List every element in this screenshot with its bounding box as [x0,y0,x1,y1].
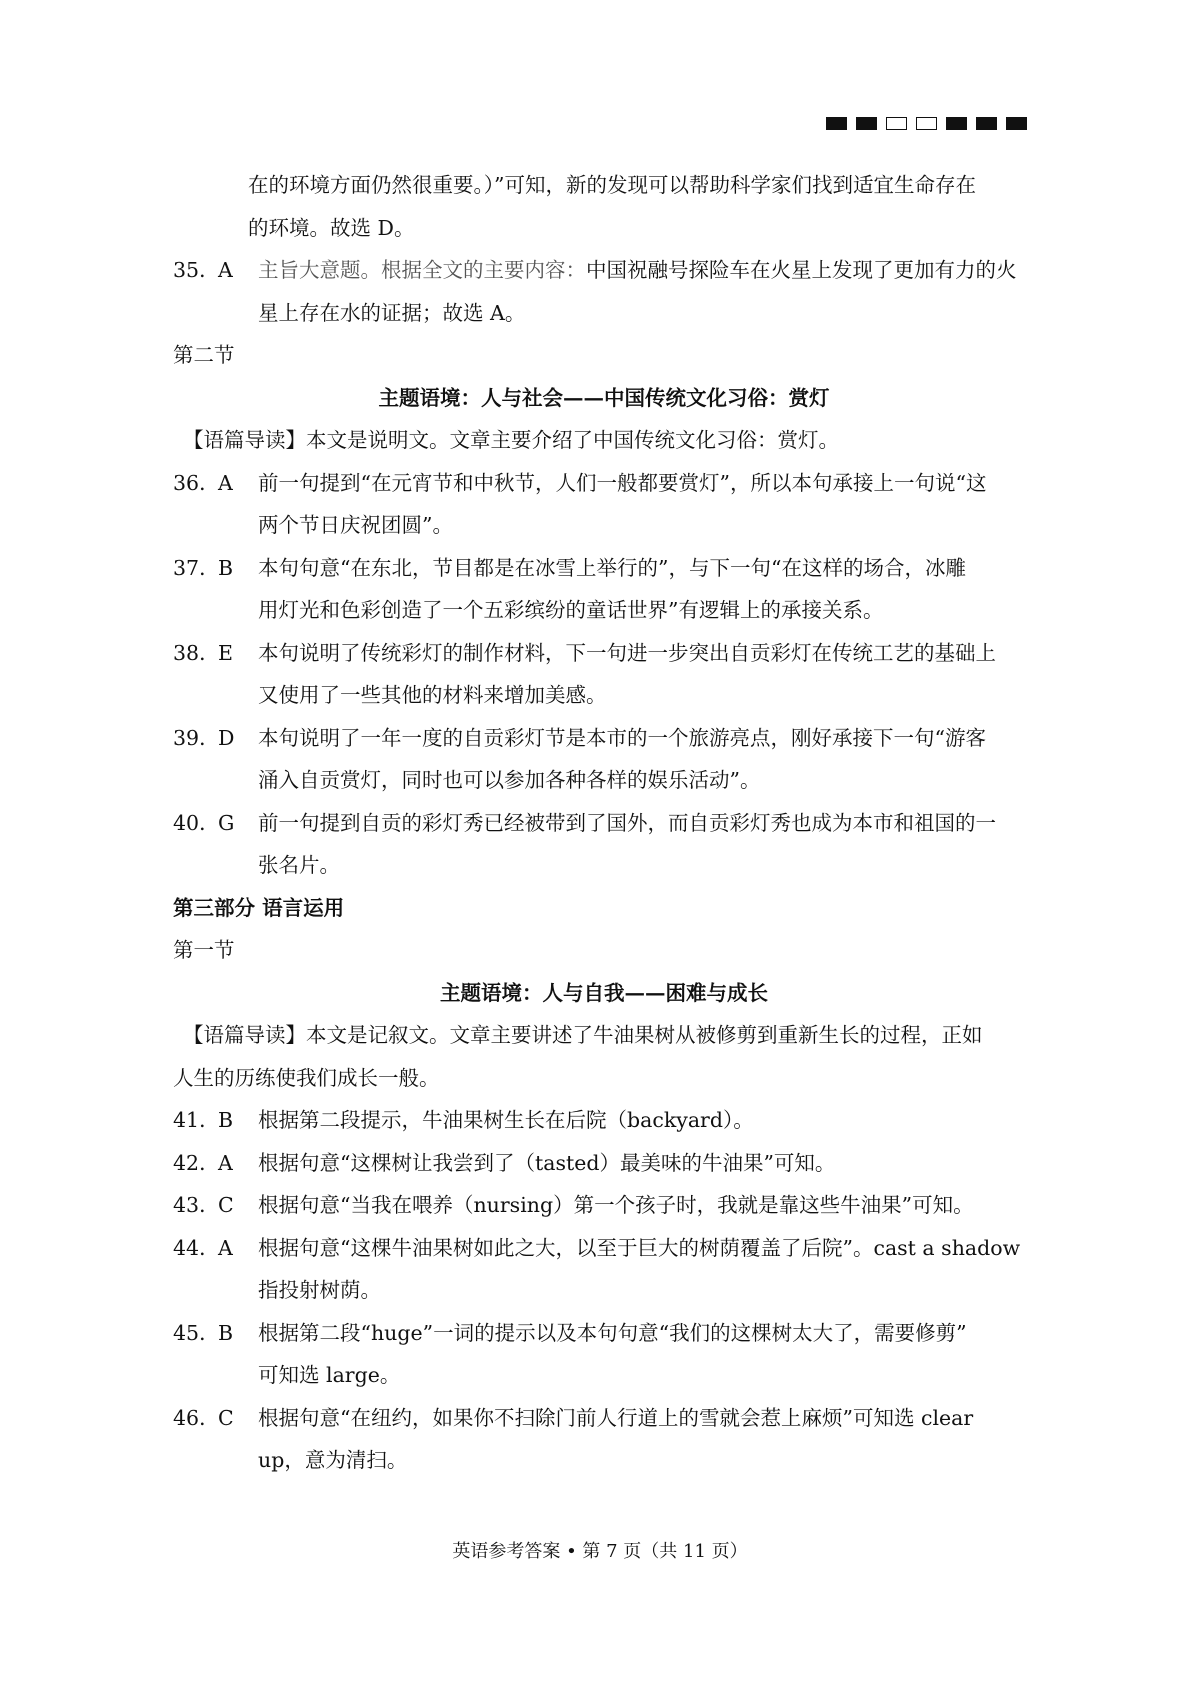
section-heading: 第二节 [173,343,235,367]
passage-guide: 【语篇导读】本文是说明文。文章主要介绍了中国传统文化习俗：赏灯。 [183,428,839,452]
answer-explanation-continued: 涌入自贡赏灯，同时也可以参加各种各样的娱乐活动”。 [258,768,761,792]
header-mark [916,117,937,130]
answer-item [173,1312,1035,1355]
page-footer: 英语参考答案 • 第 7 页（共 11 页） [452,1541,748,1562]
answer-explanation-continued: 又使用了一些其他的材料来增加美感。 [258,683,607,707]
question-number: 38． [173,640,220,665]
header-mark [826,117,847,130]
answer-letter: A [218,258,233,282]
answer-letter: C [218,1405,234,1430]
answer-letter: A [218,1150,233,1175]
answer-letter: E [218,640,233,665]
part-heading: 第三部分 语言运用 [173,895,345,920]
answer-explanation-type: 主旨大意题。根据全文的主要内容： [258,258,586,282]
answer-item [173,1142,1035,1185]
answer-letter: B [218,1320,234,1345]
question-number: 40． [173,810,220,835]
answer-explanation: 本句句意“在东北，节目都是在冰雪上举行的”，与下一句“在这样的场合，冰雕 [258,555,966,580]
answer-item [173,632,1035,675]
header-mark [886,117,907,130]
continued-text: 在的环境方面仍然很重要。）”可知，新的发现可以帮助科学家们找到适宜生命存在 [248,173,976,197]
answer-explanation: 前一句提到“在元宵节和中秋节，人们一般都要赏灯”，所以本句承接上一句说“这 [258,470,987,495]
header-mark [856,117,877,130]
header-marks [826,117,1027,130]
question-number: 35． [173,258,220,282]
answer-content [173,164,1035,1482]
answer-item [173,717,1035,760]
answer-explanation-main: 中国祝融号探险车在火星上发现了更加有力的火 [586,258,1017,282]
answer-item [173,802,1035,845]
answer-explanation-continued: 用灯光和色彩创造了一个五彩缤纷的童话世界”有逻辑上的承接关系。 [258,598,884,622]
answer-item [173,547,1035,590]
answer-explanation [258,249,1035,292]
answer-explanation-continued: 可知选 large。 [258,1363,401,1387]
question-number: 37． [173,555,220,580]
answer-letter: D [218,725,235,750]
answer-explanation: 根据第二段提示，牛油果树生长在后院（backyard）。 [258,1108,754,1132]
answer-letter: B [218,1108,234,1132]
answer-explanation: 本句说明了一年一度的自贡彩灯节是本市的一个旅游亮点，刚好承接下一句“游客 [258,725,986,750]
answer-explanation: 根据句意“这棵树让我尝到了（tasted）最美味的牛油果”可知。 [258,1150,836,1175]
continued-text: 的环境。故选 D。 [248,215,415,240]
answer-item [173,1184,1035,1227]
answer-item [173,462,1035,505]
header-mark [946,117,967,130]
passage-guide-continued: 人生的历练使我们成长一般。 [173,1065,440,1090]
answer-explanation: 本句说明了传统彩灯的制作材料，下一句进一步突出自贡彩灯在传统工艺的基础上 [258,640,996,665]
theme-heading: 主题语境：人与社会——中国传统文化习俗：赏灯 [378,385,830,410]
answer-letter: A [218,1235,233,1260]
question-number: 42． [173,1150,220,1175]
answer-explanation-continued: 张名片。 [258,853,340,877]
question-number: 43． [173,1193,220,1217]
question-number: 44． [173,1235,220,1260]
question-number: 46． [173,1405,220,1430]
answer-explanation: 根据句意“当我在喂养（nursing）第一个孩子时，我就是靠这些牛油果”可知。 [258,1193,974,1217]
answer-explanation: 前一句提到自贡的彩灯秀已经被带到了国外，而自贡彩灯秀也成为本市和祖国的一 [258,810,996,835]
question-number: 36． [173,470,220,495]
answer-explanation: 根据句意“在纽约，如果你不扫除门前人行道上的雪就会惹上麻烦”可知选 clear [258,1405,974,1430]
answer-item [173,1227,1035,1270]
answer-item [173,1099,1035,1142]
question-number: 45． [173,1320,220,1345]
answer-item-35 [173,249,1035,292]
theme-heading: 主题语境：人与自我——困难与成长 [440,980,768,1005]
answer-letter: B [218,555,234,580]
answer-letter: G [218,810,235,835]
answer-explanation: 根据句意“这棵牛油果树如此之大，以至于巨大的树荫覆盖了后院”。cast a shadow [258,1235,1021,1260]
answer-letter: A [218,470,233,495]
answer-explanation-continued: up，意为清扫。 [258,1448,408,1472]
answer-explanation-continued: 指投射树荫。 [258,1278,381,1302]
section-heading: 第一节 [173,938,235,962]
answer-item [173,1397,1035,1440]
answer-explanation: 根据第二段“huge”一词的提示以及本句句意“我们的这棵树太大了，需要修剪” [258,1320,967,1345]
answer-letter: C [218,1193,234,1217]
answer-explanation-continued: 星上存在水的证据；故选 A。 [258,300,526,325]
answer-explanation-continued: 两个节日庆祝团圆”。 [258,513,453,537]
question-number: 39． [173,725,220,750]
passage-guide: 【语篇导读】本文是记叙文。文章主要讲述了牛油果树从被修剪到重新生长的过程，正如 [183,1023,983,1047]
header-mark [1006,117,1027,130]
question-number: 41． [173,1108,220,1132]
header-mark [976,117,997,130]
